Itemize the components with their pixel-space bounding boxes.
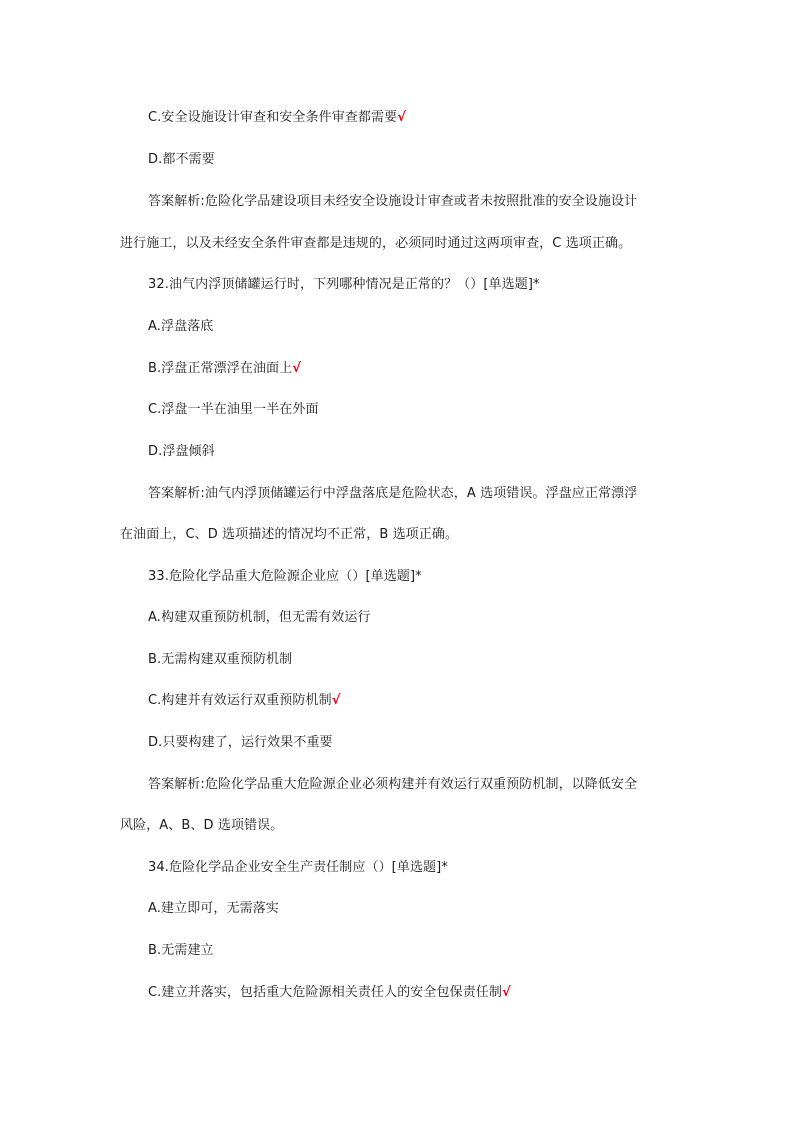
q32-question: 32.油气内浮顶储罐运行时，下列哪种情况是正常的？（）[单选题]* — [148, 277, 540, 292]
option-text: C.安全设施设计审查和安全条件审查都需要 — [148, 110, 398, 125]
q32-analysis-line-1: 答案解析:油气内浮顶储罐运行中浮盘落底是危险状态，A 选项错误。浮盘应正常漂浮 — [148, 486, 638, 501]
q32-option-d: D.浮盘倾斜 — [148, 444, 215, 459]
q31-option-d: D.都不需要 — [148, 152, 215, 167]
q33-option-c — [148, 693, 341, 709]
option-text: C.构建并有效运行双重预防机制 — [148, 693, 332, 708]
q34-option-b: B.无需建立 — [148, 943, 214, 958]
q32-analysis-line-2: 在油面上，C、D 选项描述的情况均不正常，B 选项正确。 — [120, 527, 459, 542]
q34-option-a: A.建立即可，无需落实 — [148, 901, 279, 916]
option-text: B.浮盘正常漂浮在油面上 — [148, 361, 293, 376]
q33-option-b: B.无需构建双重预防机制 — [148, 652, 293, 667]
correct-check-mark: √ — [397, 110, 406, 125]
q33-analysis-line-2: 风险，A、B、D 选项错误。 — [120, 818, 284, 833]
correct-check-mark: √ — [331, 693, 341, 708]
q32-option-c: C.浮盘一半在油里一半在外面 — [148, 402, 319, 417]
q33-option-d: D.只要构建了，运行效果不重要 — [148, 735, 333, 750]
q32-option-b — [148, 361, 301, 377]
q33-question: 33.危险化学品重大危险源企业应（）[单选题]* — [148, 569, 422, 584]
correct-check-mark: √ — [292, 361, 302, 376]
correct-check-mark: √ — [502, 985, 511, 1000]
q34-question: 34.危险化学品企业安全生产责任制应（）[单选题]* — [148, 860, 448, 875]
q34-option-c — [148, 985, 511, 1001]
q32-option-a: A.浮盘落底 — [148, 319, 214, 334]
q33-option-a: A.构建双重预防机制，但无需有效运行 — [148, 610, 371, 625]
q31-analysis-line-1: 答案解析:危险化学品建设项目未经安全设施设计审查或者未按照批准的安全设施设计 — [148, 194, 638, 209]
q31-option-c — [148, 110, 406, 126]
q33-analysis-line-1: 答案解析:危险化学品重大危险源企业必须构建并有效运行双重预防机制，以降低安全 — [148, 777, 638, 792]
option-text: C.建立并落实，包括重大危险源相关责任人的安全包保责任制 — [148, 985, 503, 1000]
q31-analysis-line-2: 进行施工，以及未经安全条件审查都是违规的，必须同时通过这两项审查，C 选项正确。 — [120, 236, 632, 251]
